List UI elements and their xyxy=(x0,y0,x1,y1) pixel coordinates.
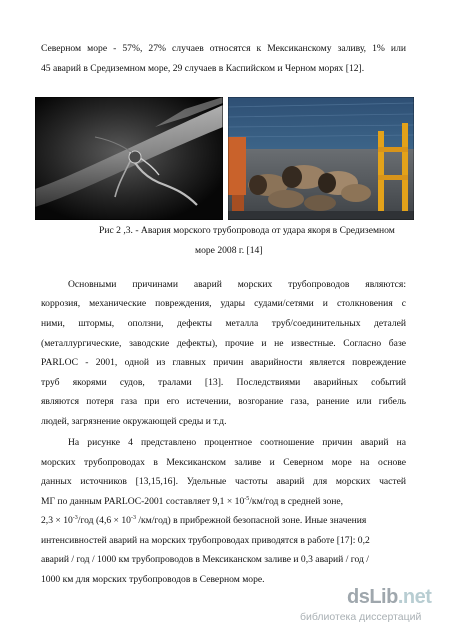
dslib-logo xyxy=(347,586,431,609)
stats-line-8: 1000 км для морских трубопроводов в Северном море. xyxy=(41,574,265,585)
underwater-pipeline-photo xyxy=(35,97,223,220)
stats-line-6: интенсивностей аварий на морских трубопроводах приводятся в работе [17]: 0,2 xyxy=(41,535,370,546)
causes-line-6: труб якорями судов, тралами [13]. Последствиями аварийных событий xyxy=(41,377,406,388)
causes-line-4: (металлургические, заводские дефекты), прочие и не известные. Согласно базе xyxy=(41,338,406,349)
stats-line-5-text-a: 2,3 × 10 xyxy=(41,515,73,526)
stats-line-4-text-a: МГ по данным PARLOC-2001 составляет 9,1 × 10 xyxy=(41,496,245,507)
stats-line-1: На рисунке 4 представлено процентное соотношение причин аварий на xyxy=(68,437,406,448)
stats-line-5-text-b: /год (4,6 × 10 xyxy=(77,515,131,526)
stats-line-5-exponent-2: -3 xyxy=(130,515,136,521)
stats-line-4-exponent: -5 xyxy=(244,496,250,502)
stats-line-7: аварий / год / 1000 км трубопроводов в Мексиканском заливе и 0,3 аварий / год / xyxy=(41,554,369,565)
ship-deck-image xyxy=(228,97,414,220)
stats-line-5-exponent-1: -3 xyxy=(72,515,78,521)
stats-line-3: данных источников [13,15,16]. Удельные частоты аварий для морских частей xyxy=(41,476,406,487)
causes-line-5: PARLOC - 2001, одной из главных причин аварийности является повреждение xyxy=(41,357,406,368)
stats-line-2: морских трубопроводах в Мексиканском заливе и Северном море на основе xyxy=(41,457,406,468)
dslib-logo-main: dsLib xyxy=(347,586,398,608)
stats-line-4 xyxy=(41,496,343,508)
dslib-watermark xyxy=(300,586,440,632)
ship-deck-photo xyxy=(228,97,414,220)
stats-line-5-text-c: /км/год) в прибрежной безопасной зоне. Иные значения xyxy=(135,515,367,526)
causes-line-8: людей, загрязнение окружающей среды и т.д. xyxy=(41,416,227,427)
figure-caption-line-1: Рис 2 ,3. - Авария морского трубопровода от удара якоря в Средиземном xyxy=(99,225,395,236)
stats-line-4-text-b: /км/год в средней зоне, xyxy=(249,496,344,507)
top-paragraph-line-1: Северном море - 57%, 27% случаев относятся к Мексиканскому заливу, 1% или xyxy=(41,43,406,54)
underwater-pipeline-image xyxy=(35,97,223,220)
stats-line-5 xyxy=(41,515,366,527)
dslib-logo-tld: .net xyxy=(397,586,432,608)
causes-line-2: коррозия, механические повреждения, удары судами/сетями и столкновения с xyxy=(41,298,406,309)
top-paragraph-line-2: 45 аварий в Средиземном море, 29 случаев в Каспийском и Черном морях [12]. xyxy=(41,63,365,74)
causes-line-3: ними, штормы, оползни, дефекты металла труб/соединительных деталей xyxy=(41,318,406,329)
dslib-subtitle: библиотека диссертаций xyxy=(300,611,422,623)
causes-line-1: Основными причинами аварий морских трубопроводов являются: xyxy=(68,279,406,290)
causes-line-7: являются потеря газа при его истечении, возгорание газа, ранение или гибель xyxy=(41,396,406,407)
figure-caption-line-2: море 2008 г. [14] xyxy=(195,245,263,256)
